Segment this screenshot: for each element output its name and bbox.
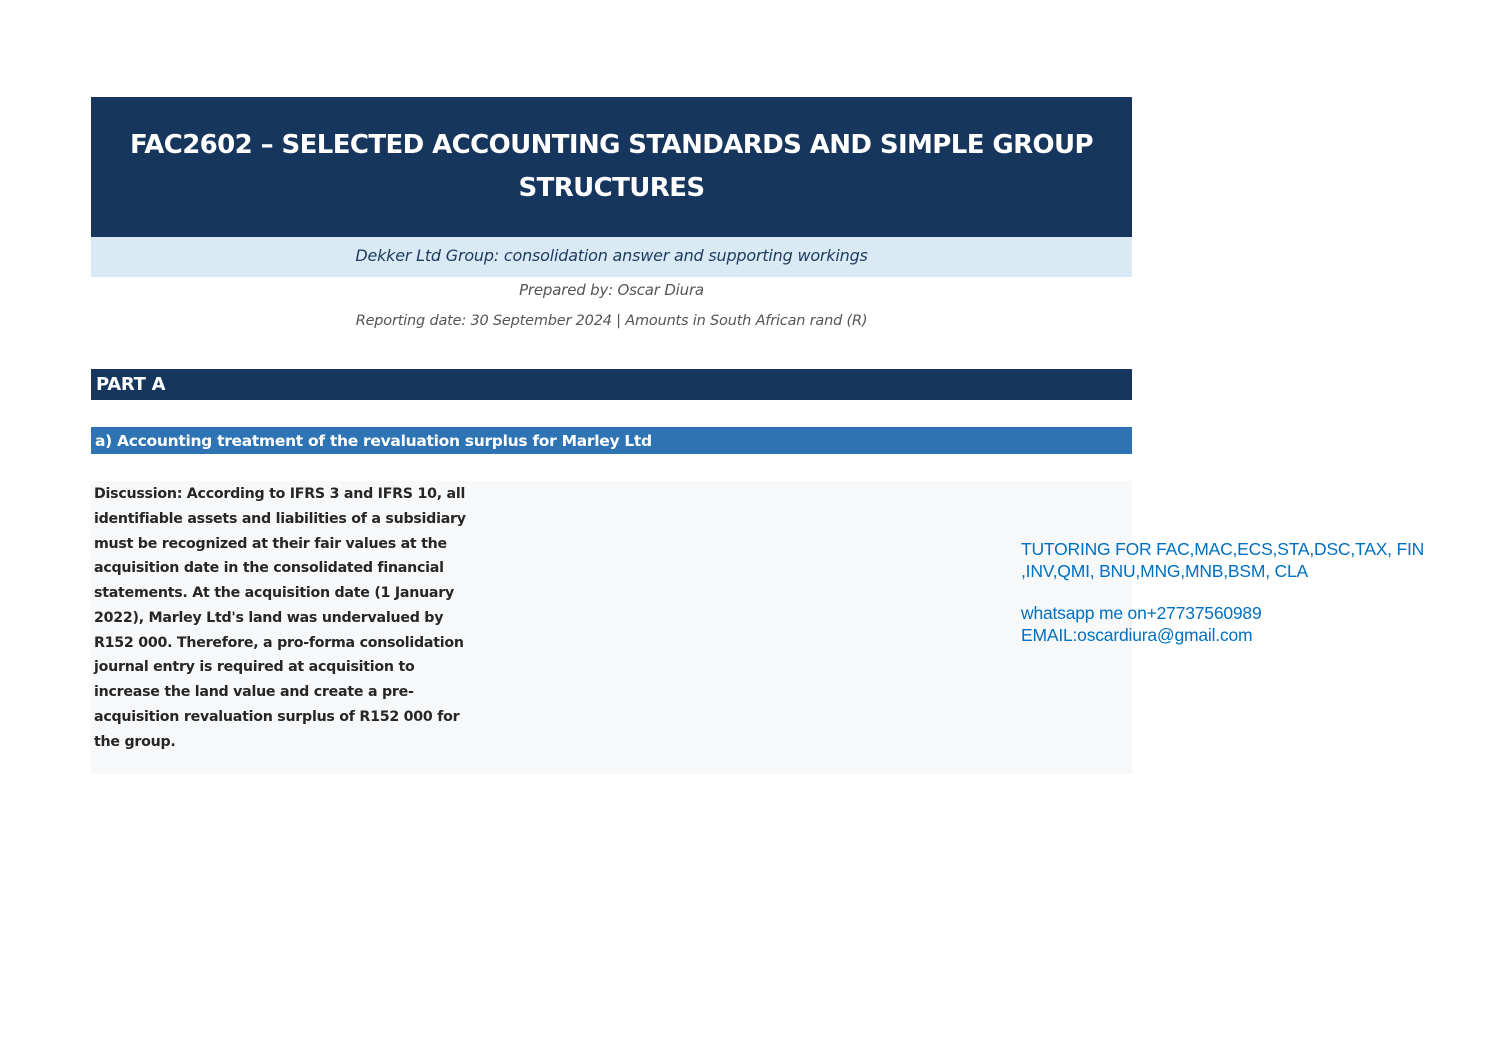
subtitle-band <box>91 237 1132 277</box>
promo-line-1: TUTORING FOR FAC,MAC,ECS,STA,DSC,TAX, FIN <box>1021 539 1425 559</box>
document-subtitle: Dekker Ltd Group: consolidation answer and supporting workings <box>355 245 868 265</box>
document-title: FAC2602 – SELECTED ACCOUNTING STANDARDS AND SIMPLE GROUP STRUCTURES <box>130 130 1093 203</box>
section-heading: a) Accounting treatment of the revaluation surplus for Marley Ltd <box>95 431 652 450</box>
prepared-by: Prepared by: Oscar Diura <box>519 281 704 299</box>
part-a-header <box>91 369 1132 400</box>
promo-line-2: ,INV,QMI, BNU,MNG,MNB,BSM, CLA <box>1021 560 1309 581</box>
promo-spacer <box>1021 582 1491 603</box>
reporting-date: Reporting date: 30 September 2024 | Amounts in South African rand (R) <box>355 313 868 329</box>
tutoring-promo <box>1021 539 1491 646</box>
discussion-text: Discussion: According to IFRS 3 and IFRS 10, all identifiable assets and liabilities of a subsidiary must be recognized at their fair values at the acquisition date in the consolidated financial statements. At the acquisition date (1 January 2022), Marley Ltd's land was undervalued by R152 000. Therefore, a pro-forma consolidation journal entry is required at acquisition to increase the land value and create a pre-acquisition revaluation surplus of R152 000 for the group. <box>94 486 466 750</box>
promo-email: EMAIL:oscardiura@gmail.com <box>1021 624 1253 645</box>
section-a-header <box>91 427 1132 454</box>
part-label: PART A <box>96 374 166 395</box>
title-banner <box>91 97 1132 237</box>
promo-whatsapp: whatsapp me on+27737560989 <box>1021 603 1262 623</box>
